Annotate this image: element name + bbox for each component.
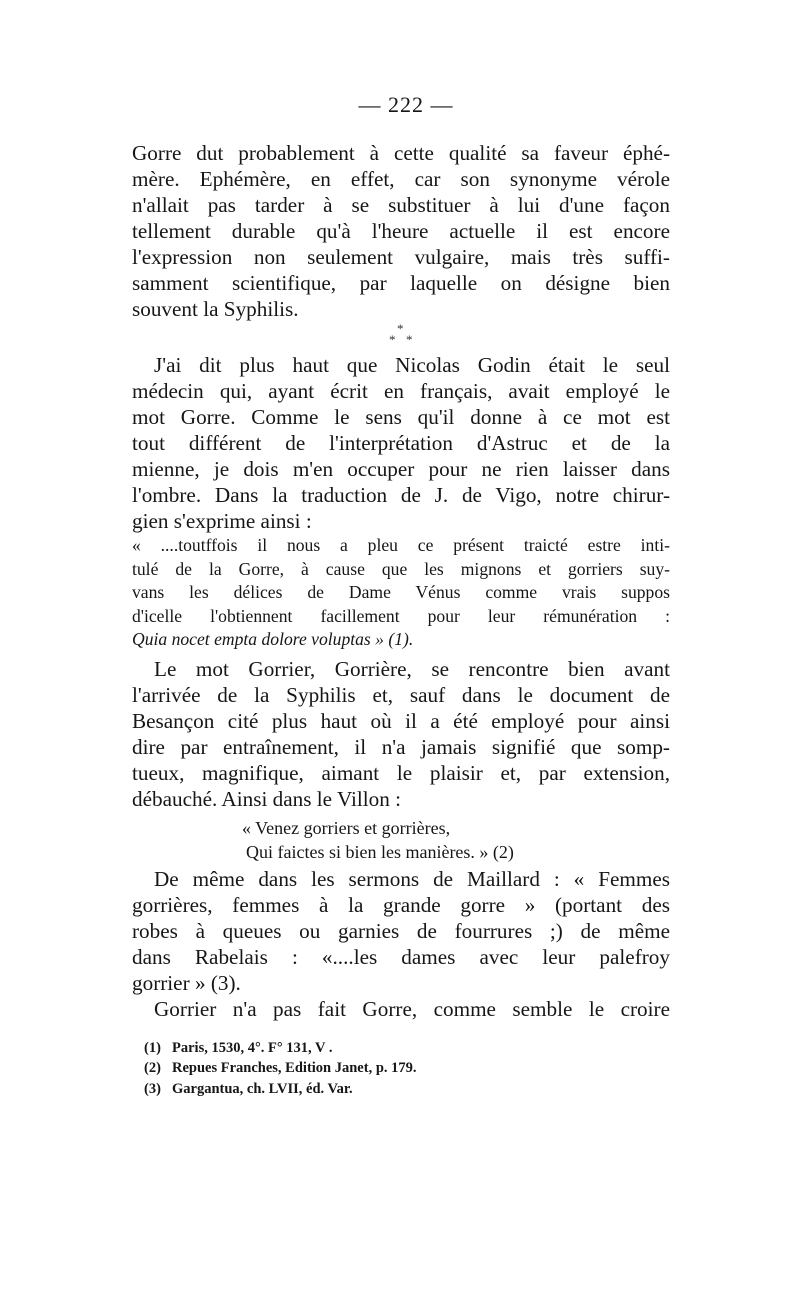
text-line: dans Rabelais : «....les dames avec leur palefroy (132, 944, 670, 969)
text-line: gorrières, femmes à la grande gorre » (portant des (132, 892, 670, 917)
quote-line: Quia nocet empta dolore voluptas » (1). (132, 629, 414, 650)
block-quote (132, 534, 670, 652)
book-page (132, 92, 670, 1099)
footnote-text: Gargantua, ch. LVII, éd. Var. (172, 1080, 353, 1097)
footnote-number: (3) (144, 1080, 161, 1097)
text-line: souvent la Syphilis. (132, 297, 299, 321)
text-line: J'ai dit plus haut que Nicolas Godin était le seul (154, 353, 670, 377)
paragraph-4 (132, 866, 670, 996)
quote-line: tulé de la Gorre, à cause que les mignons et gorriers suy- (132, 558, 670, 579)
text-line: Gorre dut probablement à cette qualité sa faveur éphé- (132, 141, 670, 165)
footnote-text: Repues Franches, Edition Janet, p. 179. (172, 1060, 417, 1077)
quote-line: d'icelle l'obtiennent facillement pour leur rémunération : (132, 605, 670, 626)
text-line: mère. Ephémère, en effet, car son synonyme vérole (132, 167, 670, 191)
paragraph-2 (132, 352, 670, 534)
text-line: Le mot Gorrier, Gorrière, se rencontre bien avant (154, 656, 670, 681)
footnote (144, 1079, 670, 1100)
text-line: gorrier » (3). (132, 970, 241, 995)
footnote-number: (2) (144, 1060, 161, 1077)
quote-line: vans les délices de Dame Vénus comme vrais suppos (132, 582, 670, 603)
text-line: l'expression non seulement vulgaire, mais très suffi- (132, 245, 670, 269)
footnote (144, 1038, 670, 1059)
text-line: robes à queues ou garnies de fourrures ;) de même (132, 918, 670, 943)
page-number: — 222 — (358, 92, 454, 117)
verse-line: Qui faictes si bien les manières. » (2) (246, 841, 514, 862)
quote-line: « ....toutffois il nous a pleu ce présent traicté estre inti- (132, 535, 670, 555)
section-separator (132, 316, 670, 350)
text-line: gien s'exprime ainsi : (132, 509, 312, 533)
asterisk-icon: * (406, 332, 413, 347)
paragraph-5 (132, 996, 670, 1022)
footnote-number: (1) (144, 1039, 161, 1056)
text-line: tueux, magnifique, aimant le plaisir et, par extension, (132, 760, 670, 785)
text-line: Gorrier n'a pas fait Gorre, comme semble le croire (154, 996, 670, 1021)
text-line: samment scientifique, par laquelle on désigne bien (132, 271, 670, 295)
text-line: n'allait pas tarder à se substituer à lui d'une façon (132, 193, 670, 217)
text-line: dire par entraînement, il n'a jamais signifié que somp- (132, 734, 670, 759)
text-line: l'ombre. Dans la traduction de J. de Vigo, notre chirur- (132, 483, 670, 507)
text-line: tout différent de l'interprétation d'Astruc et de la (132, 431, 670, 455)
footnote (144, 1058, 670, 1079)
paragraph-1 (132, 140, 670, 322)
footnotes (132, 1038, 670, 1100)
text-line: De même dans les sermons de Maillard : « Femmes (154, 866, 670, 891)
text-line: Besançon cité plus haut où il a été employé pour ainsi (132, 708, 670, 733)
text-line: mienne, je dois m'en occuper pour ne rien laisser dans (132, 457, 670, 481)
text-line: débauché. Ainsi dans le Villon : (132, 786, 402, 811)
asterisk-icon: * (389, 332, 396, 347)
text-line: l'arrivée de la Syphilis et, sauf dans le document de (132, 682, 670, 707)
text-line: mot Gorre. Comme le sens qu'il donne à ce mot est (132, 405, 670, 429)
text-line: médecin qui, ayant écrit en français, avait employé le (132, 379, 670, 403)
asterisk-icon: * (397, 321, 404, 336)
paragraph-3 (132, 656, 670, 812)
verse-line: « Venez gorriers et gorrières, (242, 817, 451, 838)
text-line: tellement durable qu'à l'heure actuelle il est encore (132, 219, 670, 243)
verse-quote (132, 816, 670, 864)
footnote-text: Paris, 1530, 4°. F° 131, V . (172, 1039, 333, 1056)
